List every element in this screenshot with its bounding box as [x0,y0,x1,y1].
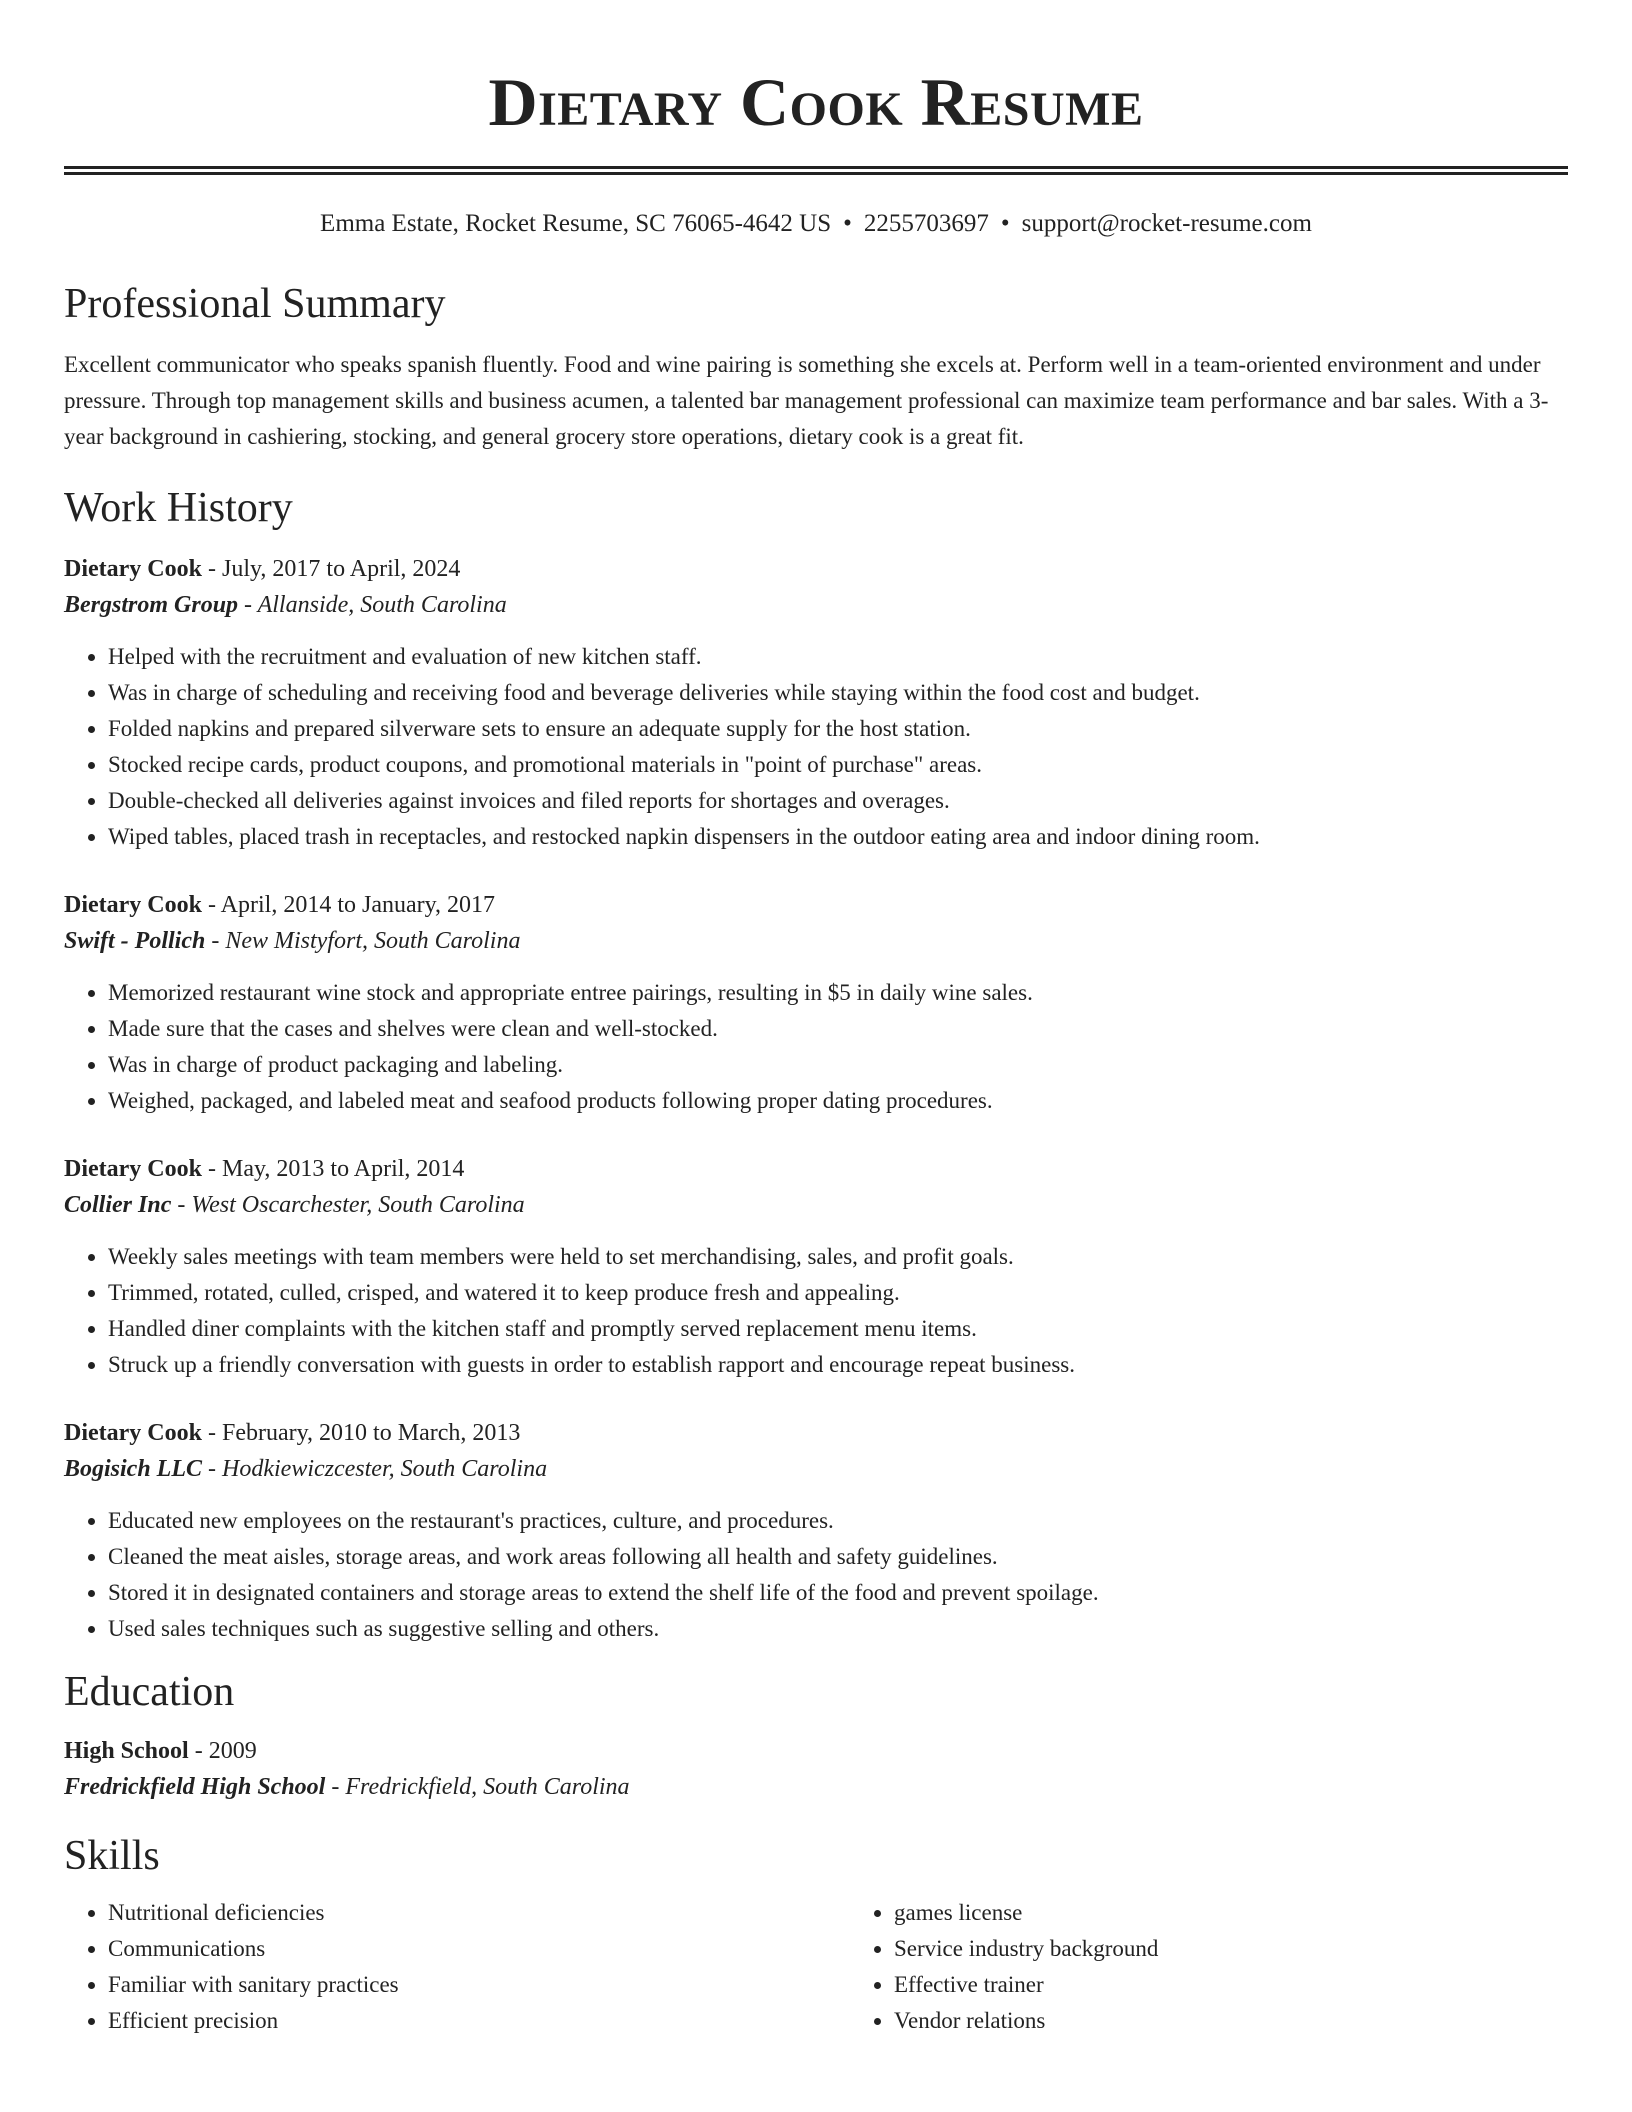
skill-item: • Vendor relations [894,2003,1632,2039]
contact-address: Emma Estate, Rocket Resume, SC 76065-4642 US [320,210,832,237]
list-item: • Handled diner complaints with the kitchen staff and promptly served replacement menu items. [108,1311,1568,1347]
education-location: - Fredrickfield, South Carolina [325,1774,630,1800]
job-company: Bergstrom Group [64,592,239,618]
job-title: Dietary Cook [64,892,202,918]
job-duties-list [64,1503,1568,1647]
job-title-line [64,1415,1568,1451]
summary-heading: Professional Summary [64,281,446,327]
job-duties-list [64,975,1568,1119]
list-item: • Memorized restaurant wine stock and appropriate entree pairings, resulting in $5 in daily wine sales. [108,975,1568,1011]
contact-email: support@rocket-resume.com [1021,210,1312,237]
list-item: • Was in charge of product packaging and labeling. [108,1047,1568,1083]
list-item: • Struck up a friendly conversation with guests in order to establish rapport and encourage repeat business. [108,1347,1568,1383]
skill-item: • Communications [108,1931,850,1967]
job-title-line [64,551,1568,587]
job-location: - Hodkiewiczcester, South Carolina [202,1456,548,1482]
job-entry [64,551,1568,855]
skill-item: • Efficient precision [108,2003,850,2039]
education-degree: High School [64,1738,189,1764]
education-year: - 2009 [188,1738,257,1764]
skills-heading: Skills [64,1833,160,1879]
list-item: • Trimmed, rotated, culled, crisped, and watered it to keep produce fresh and appealing. [108,1275,1568,1311]
list-item: • Educated new employees on the restaurant's practices, culture, and procedures. [108,1503,1568,1539]
job-title: Dietary Cook [64,1420,202,1446]
resume-title: Dietary Cook Resume [488,64,1144,140]
education-school-line [64,1769,1568,1805]
list-item: • Stored it in designated containers and storage areas to extend the shelf life of the food and prevent spoilage. [108,1575,1568,1611]
job-company: Bogisich LLC [64,1456,203,1482]
contact-phone: 2255703697 [863,210,989,237]
list-item: • Weekly sales meetings with team members were held to set merchandising, sales, and profit goals. [108,1239,1568,1275]
job-entry [64,887,1568,1119]
job-company-line [64,587,1568,623]
job-title-line [64,1151,1568,1187]
job-entry [64,1415,1568,1647]
job-company-line [64,1451,1568,1487]
job-company: Swift - Pollich [64,928,206,954]
list-item: • Folded napkins and prepared silverware sets to ensure an adequate supply for the host station. [108,711,1568,747]
job-dates: - July, 2017 to April, 2024 [201,556,461,582]
title-double-rule [64,166,1568,175]
job-location: - New Mistyfort, South Carolina [205,928,521,954]
list-item: • Helped with the recruitment and evaluation of new kitchen staff. [108,639,1568,675]
job-duties-list [64,639,1568,855]
job-location: - Allanside, South Carolina [238,592,507,618]
list-item: • Used sales techniques such as suggestive selling and others. [108,1611,1568,1647]
contact-separator: • [843,210,852,237]
education-degree-line [64,1733,1568,1769]
list-item: • Was in charge of scheduling and receiving food and beverage deliveries while staying within the food cost and budget. [108,675,1568,711]
job-location: - West Oscarchester, South Carolina [171,1192,525,1218]
skill-item: • Service industry background [894,1931,1632,1967]
skill-item: • games license [894,1895,1632,1931]
summary-text: Excellent communicator who speaks spanish fluently. Food and wine pairing is something she excels at. Perform well in a team-oriented environment and under pressure. Through top management skills and business acumen, a talented bar management professional can maximize team performance and bar sales. With a 3-year background in cashiering, stocking, and general grocery store operations, dietary cook is a great fit. [64,352,1549,449]
job-title-line [64,887,1568,923]
job-dates: - April, 2014 to January, 2017 [201,892,496,918]
job-entry [64,1151,1568,1383]
list-item: • Weighed, packaged, and labeled meat and seafood products following proper dating procedures. [108,1083,1568,1119]
skills-list-right [850,1895,1632,2039]
job-dates: - February, 2010 to March, 2013 [201,1420,521,1446]
job-title: Dietary Cook [64,1156,202,1182]
job-title: Dietary Cook [64,556,202,582]
job-company-line [64,923,1568,959]
work-history-heading: Work History [64,485,293,531]
skill-item: • Familiar with sanitary practices [108,1967,850,2003]
contact-separator: • [1000,210,1010,237]
skills-columns [64,1895,1568,2039]
list-item: • Wiped tables, placed trash in receptacles, and restocked napkin dispensers in the outdoor eating area and indoor dining room. [108,819,1568,855]
skill-item: • Effective trainer [894,1967,1632,2003]
contact-line [64,209,1568,239]
education-entry [64,1733,1568,1805]
list-item: • Double-checked all deliveries against invoices and filed reports for shortages and overages. [108,783,1568,819]
education-school: Fredrickfield High School [64,1774,326,1800]
skills-list-left [64,1895,850,2039]
education-heading: Education [64,1669,235,1715]
list-item: • Made sure that the cases and shelves were clean and well-stocked. [108,1011,1568,1047]
list-item: • Cleaned the meat aisles, storage areas, and work areas following all health and safety guidelines. [108,1539,1568,1575]
job-dates: - May, 2013 to April, 2014 [201,1156,465,1182]
job-company: Collier Inc [64,1192,172,1218]
skill-item: • Nutritional deficiencies [108,1895,850,1931]
job-duties-list [64,1239,1568,1383]
list-item: • Stocked recipe cards, product coupons, and promotional materials in "point of purchase" areas. [108,747,1568,783]
job-company-line [64,1187,1568,1223]
